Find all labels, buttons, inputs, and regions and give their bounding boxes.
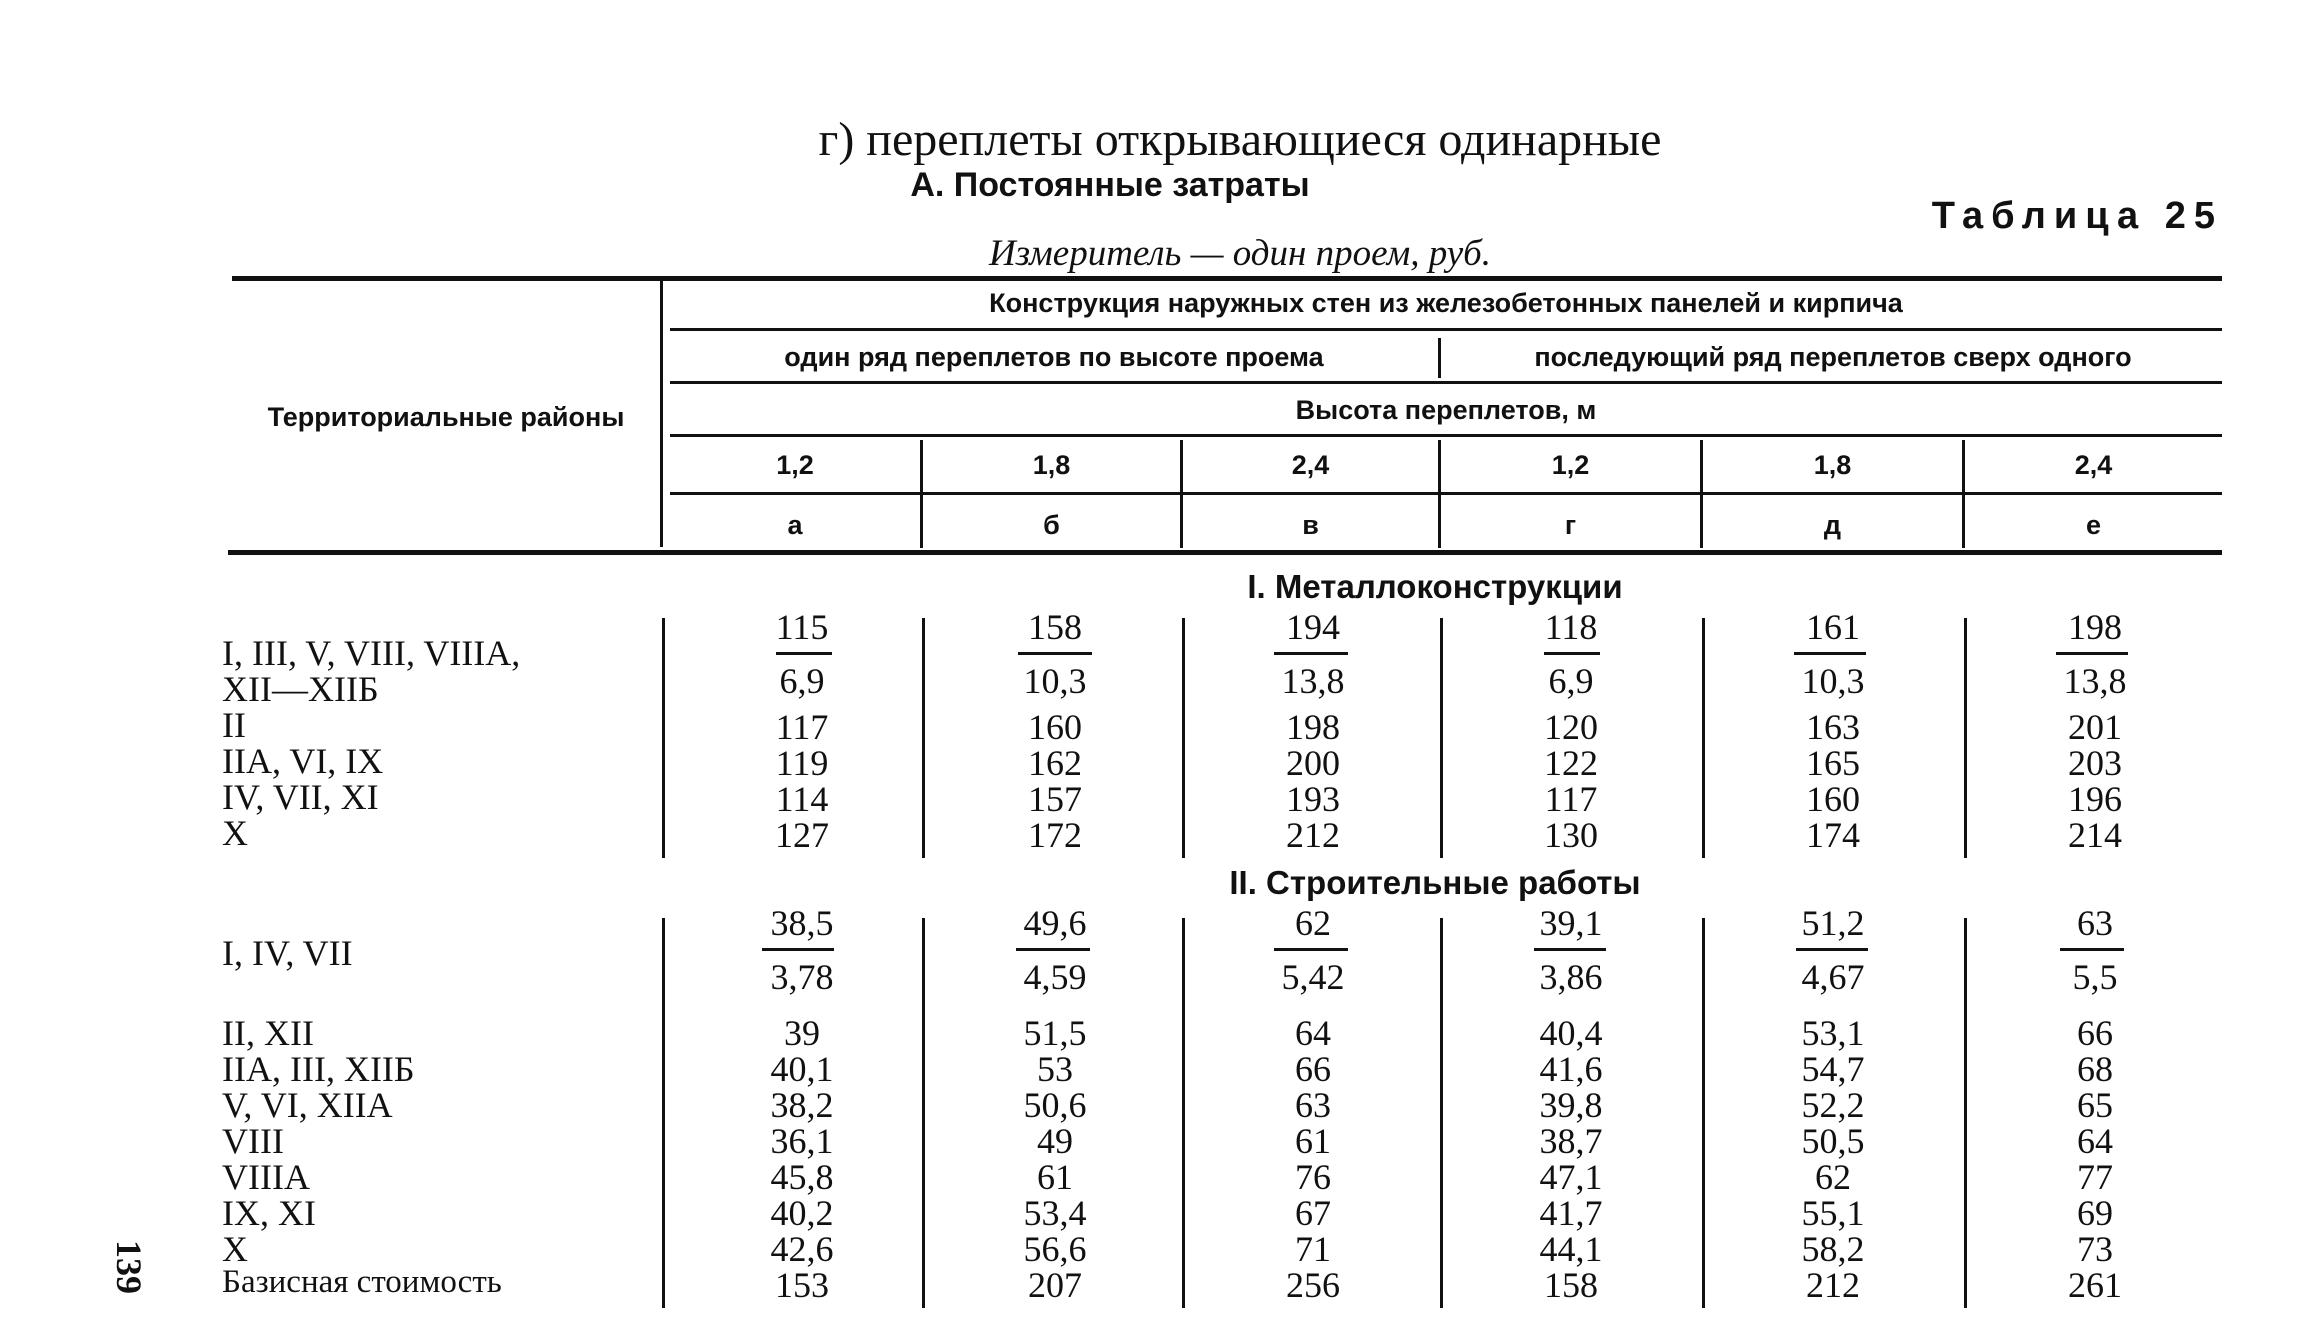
- table-cell: 40,4: [1539, 1013, 1603, 1053]
- table-cell: 61: [1037, 1157, 1073, 1197]
- table-cell: 207: [1028, 1265, 1082, 1305]
- cell-numerator: 49,6: [1023, 903, 1087, 943]
- height-header: Высота переплетов, м: [1295, 395, 1597, 425]
- table-cell: 130: [1544, 815, 1598, 855]
- cell-numerator: 115: [775, 607, 829, 647]
- fraction-bar: [1534, 948, 1606, 951]
- table-top-rule: [232, 276, 2222, 281]
- row-label: X: [222, 813, 248, 853]
- row-label: IIA, VI, IX: [222, 741, 384, 781]
- section-title-metal: I. Металлоконструкции: [1247, 568, 1623, 605]
- cell-denominator: 4,67: [1801, 957, 1865, 997]
- row-label: X: [222, 1229, 248, 1269]
- header-divider-left: [660, 281, 663, 547]
- table-cell: 65: [2077, 1085, 2113, 1125]
- row-label-fraction: I, IV, VII: [222, 933, 353, 973]
- table-cell: 212: [1806, 1265, 1860, 1305]
- fraction-bar: [1544, 652, 1600, 655]
- letter-col-b: б: [1043, 510, 1060, 540]
- cell-numerator: 38,5: [770, 903, 834, 943]
- page-number: 139: [109, 1240, 149, 1294]
- table-cell: 162: [1028, 743, 1082, 783]
- table-cell: 120: [1544, 707, 1598, 747]
- table-cell: 71: [1295, 1229, 1331, 1269]
- table-cell: 66: [2077, 1013, 2113, 1053]
- fraction-bar: [2056, 652, 2128, 655]
- table-cell: 77: [2077, 1157, 2113, 1197]
- table-cell: 261: [2068, 1265, 2122, 1305]
- fraction-bar: [2060, 948, 2124, 951]
- height-col-a: 1,2: [776, 450, 814, 480]
- cell-denominator: 6,9: [779, 661, 825, 701]
- cell-denominator: 3,78: [770, 957, 834, 997]
- height-col-e: 2,4: [2074, 450, 2113, 480]
- table-cell: 50,6: [1023, 1085, 1087, 1125]
- table-cell: 45,8: [770, 1157, 834, 1197]
- table-cell: 68: [2077, 1049, 2113, 1089]
- cell-denominator: 10,3: [1023, 661, 1087, 701]
- row-label: IV, VII, XI: [222, 777, 379, 817]
- header-rule-1: [670, 328, 2222, 331]
- document-title: г) переплеты открывающиеся одинарные: [818, 113, 1662, 166]
- table-cell: 61: [1295, 1121, 1331, 1161]
- table-cell: 38,7: [1539, 1121, 1603, 1161]
- group1-header: один ряд переплетов по высоте проема: [784, 342, 1324, 372]
- table-cell: 54,7: [1801, 1049, 1865, 1089]
- cell-denominator: 4,59: [1023, 957, 1087, 997]
- table-cell: 163: [1806, 707, 1860, 747]
- table-number: Таблица 25: [1931, 195, 2223, 237]
- table-cell: 198: [1286, 707, 1340, 747]
- cell-denominator: 5,5: [2072, 957, 2118, 997]
- row-label: VIII: [222, 1121, 284, 1161]
- letter-col-v: в: [1302, 510, 1319, 540]
- table-cell: 256: [1286, 1265, 1340, 1305]
- table-cell: 76: [1295, 1157, 1331, 1197]
- row-label-base-cost: Базисная стоимость: [222, 1264, 502, 1300]
- cell-numerator: 118: [1544, 607, 1598, 647]
- header-rule-2: [670, 381, 2222, 384]
- table-cell: 63: [1295, 1085, 1331, 1125]
- table-cell: 64: [1295, 1013, 1331, 1053]
- table-cell: 117: [775, 707, 829, 747]
- table-cell: 196: [2068, 779, 2122, 819]
- cell-numerator: 39,1: [1539, 903, 1603, 943]
- cell-numerator: 161: [1806, 607, 1860, 647]
- height-col-v: 2,4: [1291, 450, 1330, 480]
- header-bottom-rule: [228, 550, 2222, 555]
- row-label: VIIIA: [222, 1157, 310, 1197]
- table-cell: 160: [1806, 779, 1860, 819]
- table-cell: 117: [1544, 779, 1598, 819]
- table-cell: 53,1: [1801, 1013, 1865, 1053]
- header-divider-groups: [1438, 338, 1441, 378]
- table-cell: 53,4: [1023, 1193, 1087, 1233]
- table-cell: 158: [1544, 1265, 1598, 1305]
- row-label: IIA, III, XIIБ: [222, 1049, 415, 1089]
- table-cell: 122: [1544, 743, 1598, 783]
- table-cell: 73: [2077, 1229, 2113, 1269]
- fraction-bar: [1796, 948, 1868, 951]
- table-cell: 174: [1806, 815, 1860, 855]
- header-rule-3: [670, 434, 2222, 437]
- cell-denominator: 6,9: [1548, 661, 1594, 701]
- construction-header: Конструкция наружных стен из железобетонных панелей и кирпича: [989, 288, 1903, 318]
- table-cell: 153: [775, 1265, 829, 1305]
- row-header: Территориальные районы: [267, 402, 625, 432]
- cell-numerator: 198: [2068, 607, 2122, 647]
- table-cell: 52,2: [1801, 1085, 1865, 1125]
- table-cell: 39,8: [1539, 1085, 1603, 1125]
- table-cell: 67: [1295, 1193, 1331, 1233]
- fraction-bar: [776, 652, 832, 655]
- height-col-b: 1,8: [1032, 450, 1071, 480]
- table-cell: 165: [1806, 743, 1860, 783]
- table-cell: 39: [784, 1013, 820, 1053]
- table-cell: 40,2: [770, 1193, 834, 1233]
- letter-col-e: е: [2085, 510, 2102, 540]
- fraction-bar: [1018, 652, 1092, 655]
- body-divider-left-s1: [662, 618, 665, 858]
- table-cell: 50,5: [1801, 1121, 1865, 1161]
- height-col-g: 1,2: [1551, 450, 1590, 480]
- cell-denominator: 10,3: [1801, 661, 1865, 701]
- cell-denominator: 13,8: [1281, 661, 1345, 701]
- cell-numerator: 63: [2077, 903, 2113, 943]
- table-cell: 201: [2068, 707, 2122, 747]
- table-cell: 40,1: [770, 1049, 834, 1089]
- row-label: II, XII: [222, 1013, 314, 1053]
- table-cell: 212: [1286, 815, 1340, 855]
- letter-col-g: г: [1564, 510, 1577, 540]
- table-cell: 119: [775, 743, 829, 783]
- height-col-d: 1,8: [1813, 450, 1852, 480]
- table-meter: Измеритель — один проем, руб.: [988, 233, 1492, 274]
- table-cell: 114: [775, 779, 829, 819]
- group2-header: последующий ряд переплетов сверх одного: [1534, 342, 2132, 372]
- table-cell: 64: [2077, 1121, 2113, 1161]
- cell-denominator: 5,42: [1281, 957, 1345, 997]
- table-cell: 41,7: [1539, 1193, 1603, 1233]
- table-cell: 55,1: [1801, 1193, 1865, 1233]
- letter-col-a: а: [787, 510, 803, 540]
- fraction-bar: [1274, 948, 1348, 951]
- row-label-fraction-cont: XII—XIIБ: [222, 669, 379, 709]
- row-label: V, VI, XIIA: [222, 1085, 393, 1125]
- table-cell: 42,6: [770, 1229, 834, 1269]
- table-cell: 49: [1037, 1121, 1073, 1161]
- cell-numerator: 158: [1028, 607, 1082, 647]
- document-subtitle: А. Постоянные затраты: [910, 166, 1310, 204]
- table-cell: 200: [1286, 743, 1340, 783]
- fraction-bar: [1794, 652, 1866, 655]
- table-cell: 51,5: [1023, 1013, 1087, 1053]
- fraction-bar: [1016, 948, 1090, 951]
- table-cell: 58,2: [1801, 1229, 1865, 1269]
- row-label: IX, XI: [222, 1193, 316, 1233]
- fraction-bar: [762, 948, 834, 951]
- row-label-fraction: I, III, V, VIII, VIIIA,: [222, 633, 521, 673]
- table-cell: 160: [1028, 707, 1082, 747]
- cell-denominator: 3,86: [1539, 957, 1603, 997]
- table-cell: 44,1: [1539, 1229, 1603, 1269]
- table-cell: 41,6: [1539, 1049, 1603, 1089]
- header-rule-4: [670, 492, 2222, 495]
- row-label: II: [222, 705, 246, 745]
- section-title-construction: II. Строительные работы: [1229, 864, 1641, 901]
- cell-numerator: 62: [1295, 903, 1331, 943]
- table-cell: 47,1: [1539, 1157, 1603, 1197]
- table-cell: 38,2: [770, 1085, 834, 1125]
- cell-denominator: 13,8: [2063, 661, 2127, 701]
- cell-numerator: 194: [1286, 607, 1340, 647]
- table-cell: 62: [1815, 1157, 1851, 1197]
- table-cell: 66: [1295, 1049, 1331, 1089]
- table-cell: 203: [2068, 743, 2122, 783]
- table-cell: 214: [2068, 815, 2122, 855]
- table-cell: 127: [775, 815, 829, 855]
- fraction-bar: [1274, 652, 1348, 655]
- table-cell: 56,6: [1023, 1229, 1087, 1269]
- table-cell: 172: [1028, 815, 1082, 855]
- table-cell: 53: [1037, 1049, 1073, 1089]
- table-cell: 157: [1028, 779, 1082, 819]
- table-cell: 36,1: [770, 1121, 834, 1161]
- body-divider-left-s2: [662, 918, 665, 1308]
- table-cell: 69: [2077, 1193, 2113, 1233]
- letter-col-d: д: [1823, 510, 1842, 540]
- table-cell: 193: [1286, 779, 1340, 819]
- cell-numerator: 51,2: [1801, 903, 1865, 943]
